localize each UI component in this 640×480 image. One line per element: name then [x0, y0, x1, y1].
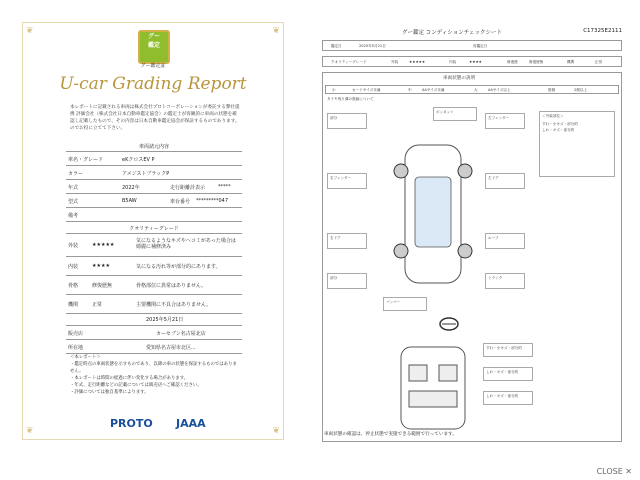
steering-wheel-icon	[439, 317, 459, 331]
sheet-title: グー鑑定 コンディションチェックシート	[402, 30, 503, 36]
car-diagram	[383, 139, 483, 289]
part-box	[327, 173, 367, 189]
flourish-icon: ❦	[26, 26, 34, 36]
flourish-icon: ❦	[272, 26, 280, 36]
quality-stars: 正常	[92, 302, 103, 308]
cabin	[415, 177, 451, 247]
interior-box	[483, 367, 533, 381]
wheel-rl-icon	[394, 244, 408, 258]
address-label: 所在地	[68, 345, 84, 351]
note-line: ・本レポートは時間の経過に伴い変化する場合があります。	[70, 376, 189, 381]
quality-row	[66, 257, 242, 276]
quality-stars: ★★★★	[92, 263, 110, 269]
spec-row	[66, 194, 242, 208]
script-title: U-car Grading Report	[59, 74, 247, 94]
quality-label: 機関	[68, 302, 79, 308]
spec-label: 車台番号	[170, 199, 191, 205]
grade-value: ★★★★★	[409, 60, 426, 64]
intro-line: のでお役に立てて下さい。	[70, 126, 126, 131]
part-box	[485, 233, 525, 249]
spec-label: 型式	[68, 199, 79, 205]
sheet-code: C17325E2111	[583, 28, 622, 34]
part-label: 左ドア	[488, 176, 499, 180]
spec-row	[66, 180, 242, 194]
front-seat-right	[439, 365, 457, 381]
grade-value: 修復歴無	[529, 60, 544, 64]
part-label: 左フェンダー	[488, 116, 510, 120]
legend-box	[539, 111, 615, 177]
spec-row	[66, 152, 242, 166]
quality-desc: 骨格部位に異常はありません。	[136, 283, 207, 289]
note-line: ・評価については独自基準によります。	[70, 390, 149, 395]
close-icon: ✕	[625, 467, 632, 476]
notes-title: ＜本レポート＞	[70, 355, 101, 360]
logo-text: グー 鑑定	[147, 33, 160, 49]
date-label: 鑑定日	[331, 44, 342, 48]
state-panel	[322, 72, 622, 442]
size-key: 中	[408, 88, 412, 92]
part-box	[485, 113, 525, 129]
dealer-name: カーセブン名古屋北店	[156, 331, 206, 337]
part-label: トランク	[488, 276, 503, 280]
part-box	[485, 273, 525, 289]
spec-label: 走行距離計表示	[170, 185, 206, 191]
grade-row	[322, 56, 622, 67]
spec-value: eKクロスEV P	[122, 157, 155, 163]
grade-label: 内装	[449, 60, 457, 64]
date-row	[322, 40, 622, 51]
kantei-label: グー鑑定証	[140, 63, 166, 69]
condition-check-sheet	[322, 28, 622, 440]
date-value: 2025年5月21日	[359, 44, 386, 48]
front-seat-left	[409, 365, 427, 381]
size-key: 数個	[548, 88, 556, 92]
spec-value: *****	[218, 184, 231, 190]
legend-line: しわ・キズ・部分的	[542, 128, 575, 132]
part-label: 部分	[330, 276, 338, 280]
flourish-icon: ❦	[272, 426, 280, 436]
jaaa-logo: JAAA	[176, 417, 206, 430]
quality-label: 内装	[68, 264, 79, 270]
spec-label: 年式	[68, 185, 79, 191]
part-box	[327, 233, 367, 249]
spec-label: 備考	[68, 213, 79, 219]
reg-label: 再鑑定日	[473, 44, 488, 48]
grade-label: 修復歴	[507, 60, 518, 64]
dealer-label: 販売店	[68, 331, 84, 337]
part-box	[433, 107, 477, 121]
dealer-table	[66, 312, 242, 354]
spec-value: アメジストブラックP	[122, 171, 170, 177]
issue-date: 2025年5月21日	[146, 317, 184, 323]
grade-value: 正常	[595, 60, 603, 64]
note-line: ・年式、走行距離などの記載については販売店へご確認ください。	[70, 383, 202, 388]
spec-table	[66, 140, 242, 222]
spec-value: B5AW	[122, 198, 137, 204]
quality-row	[66, 234, 242, 257]
spec-label: 車名・グレード	[68, 157, 104, 163]
size-value: A4サイズ以上	[488, 88, 511, 92]
note-line: ・鑑定時点の車両状態を示すものであり、以降の車の状態を保証するものではありません。	[70, 362, 237, 374]
part-label: ルーフ	[488, 236, 499, 240]
legend-title: ＜外装部位＞	[542, 114, 564, 118]
grade-value: ★★★★	[469, 60, 482, 64]
legend-line: すれ・小キズ・部分的	[542, 122, 578, 126]
part-box	[383, 297, 427, 311]
part-label: ボンネット	[436, 110, 454, 114]
spec-row	[66, 166, 242, 180]
dealer-address: 愛知県名古屋市北区...	[146, 345, 196, 351]
brand-logos	[110, 417, 230, 431]
spec-label: カラー	[68, 171, 84, 177]
part-box	[327, 273, 367, 289]
quality-stars: ★★★★★	[92, 242, 115, 248]
sheet-footer: 車両状態の確認は、停止状態で実施できる範囲で行っています。	[324, 432, 457, 437]
grading-certificate	[22, 22, 284, 440]
quality-label: 外装	[68, 243, 79, 249]
spec-value: *********047	[196, 198, 229, 204]
interior-label: しわ・キズ・部分的	[486, 370, 519, 374]
flourish-icon: ❦	[26, 426, 34, 436]
grade-label: 外装	[391, 60, 399, 64]
quality-desc: 気になる汚れ等が部分的にあります。	[136, 264, 221, 270]
wheel-rr-icon	[458, 244, 472, 258]
quality-title: クオリティーグレード	[129, 226, 179, 232]
goo-kantei-logo	[138, 30, 170, 64]
size-row	[325, 85, 619, 94]
proto-logo: PROTO	[110, 417, 153, 430]
size-value: カードサイズ未満	[352, 88, 381, 92]
quality-stars: 修復歴無	[92, 283, 113, 289]
interior-label: しわ・キズ・部分的	[486, 394, 519, 398]
interior-outline	[401, 347, 465, 429]
intro-line: 携 評価会社（株式会社日本自動車鑑定協会）の鑑定士が客観的に車両の状態を確	[70, 112, 237, 117]
wheel-fr-icon	[458, 164, 472, 178]
intro-text	[70, 104, 240, 132]
interior-diagram	[393, 343, 473, 433]
grade-label: 機関	[567, 60, 575, 64]
size-value: A4サイズ未満	[422, 88, 445, 92]
grade-label: クオリティーグレード	[331, 60, 367, 64]
quality-row	[66, 276, 242, 295]
size-key: 小	[332, 88, 336, 92]
rear-seat	[409, 391, 457, 407]
part-box	[327, 113, 367, 129]
size-value: 2個以上	[574, 88, 588, 92]
wheel-fl-icon	[394, 164, 408, 178]
part-box	[485, 173, 525, 189]
quality-label: 骨格	[68, 283, 79, 289]
intro-line: 認し記載したもので、その内容は日本自動車鑑定協会が保証するものであります。	[70, 119, 240, 124]
close-button[interactable]	[597, 467, 632, 476]
part-label: 部分	[330, 116, 338, 120]
quality-table	[66, 222, 242, 314]
spec-row	[66, 208, 242, 222]
intro-line: 本レポートに記載される車両は株式会社プロトコーポレーションが委託する弊社提	[70, 105, 240, 110]
part-label: バンパー	[386, 300, 401, 304]
part-label: 右ドア	[330, 236, 341, 240]
state-title: 車両状態の説明	[443, 76, 476, 81]
notes	[70, 354, 240, 396]
spec-value: 2022年	[122, 185, 140, 191]
part-label: 右フェンダー	[330, 176, 352, 180]
quality-desc: 気になるようなキズやヘコミがあった場合は綺麗に補修済み	[136, 238, 236, 250]
interior-box	[483, 391, 533, 405]
interior-box	[483, 343, 533, 357]
size-key: 大	[474, 88, 478, 92]
spec-title: 車両諸元内容	[138, 144, 169, 150]
close-label: CLOSE	[596, 467, 623, 476]
interior-label: すれ・小キズ・部分的	[486, 346, 522, 350]
quality-desc: 主要機関に不具合はありません。	[136, 302, 212, 308]
tire-note: タイヤ残り溝の数値について	[327, 97, 374, 101]
